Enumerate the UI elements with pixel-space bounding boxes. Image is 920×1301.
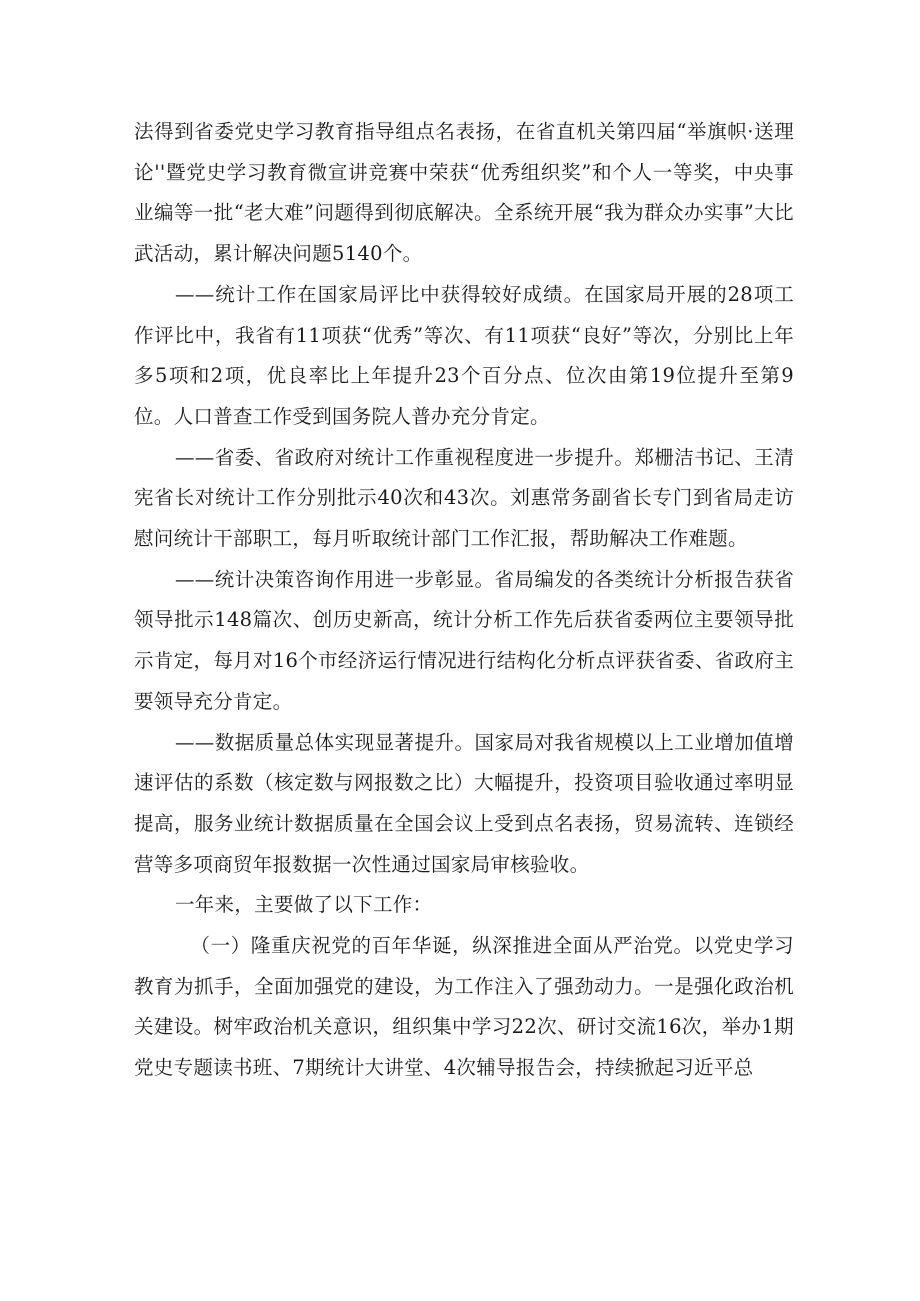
paragraph-decision-consulting: ——统计决策咨询作用进一步彰显。省局编发的各类统计分析报告获省领导批示148篇次、创历史新高，统计分析工作先后获省委两位主要领导批示肯定，每月对16个市经济运行情况进行结构化分析点评获省委、省政府主要领导充分肯定。: [134, 567, 794, 713]
paragraph-continuation: 法得到省委党史学习教育指导组点名表扬，在省直机关第四届“举旗帜·送理论''暨党史学习教育微宣讲竞赛中荣获“优秀组织奖”和个人一等奖，中央事业编等一批“老大难”问题得到彻底解决。全系统开展“我为群众办实事”大比武活动，累计解决问题5140个。: [134, 120, 794, 266]
paragraph-party-building: （一）隆重庆祝党的百年华诞，纵深推进全面从严治党。以党史学习教育为抓手，全面加强党的建设，为工作注入了强劲动力。一是强化政治机关建设。树牢政治机关意识，组织集中学习22次、研讨交流16次，举办1期党史专题读书班、7期统计大讲堂、4次辅导报告会，持续掀起习近平总: [134, 934, 794, 1080]
document-body: [134, 112, 794, 1089]
paragraph-statistics-evaluation: ——统计工作在国家局评比中获得较好成绩。在国家局开展的28项工作评比中，我省有11项获“优秀”等次、有11项获“良好”等次，分别比上年多5项和2项，优良率比上年提升23个百分点、位次由第19位提升至第9位。人口普查工作受到国务院人普办充分肯定。: [134, 282, 794, 428]
paragraph-work-summary-intro: 一年来，主要做了以下工作：: [174, 893, 433, 917]
paragraph-data-quality: ——数据质量总体实现显著提升。国家局对我省规模以上工业增加值增速评估的系数（核定数与网报数之比）大幅提升，投资项目验收通过率明显提高，服务业统计数据质量在全国会议上受到点名表扬，贸易流转、连锁经营等多项商贸年报数据一次性通过国家局审核验收。: [134, 730, 794, 876]
paragraph-leadership-attention: ——省委、省政府对统计工作重视程度进一步提升。郑栅洁书记、王清宪省长对统计工作分别批示40次和43次。刘惠常务副省长专门到省局走访慰问统计干部职工，每月听取统计部门工作汇报，帮助解决工作难题。: [134, 445, 794, 551]
